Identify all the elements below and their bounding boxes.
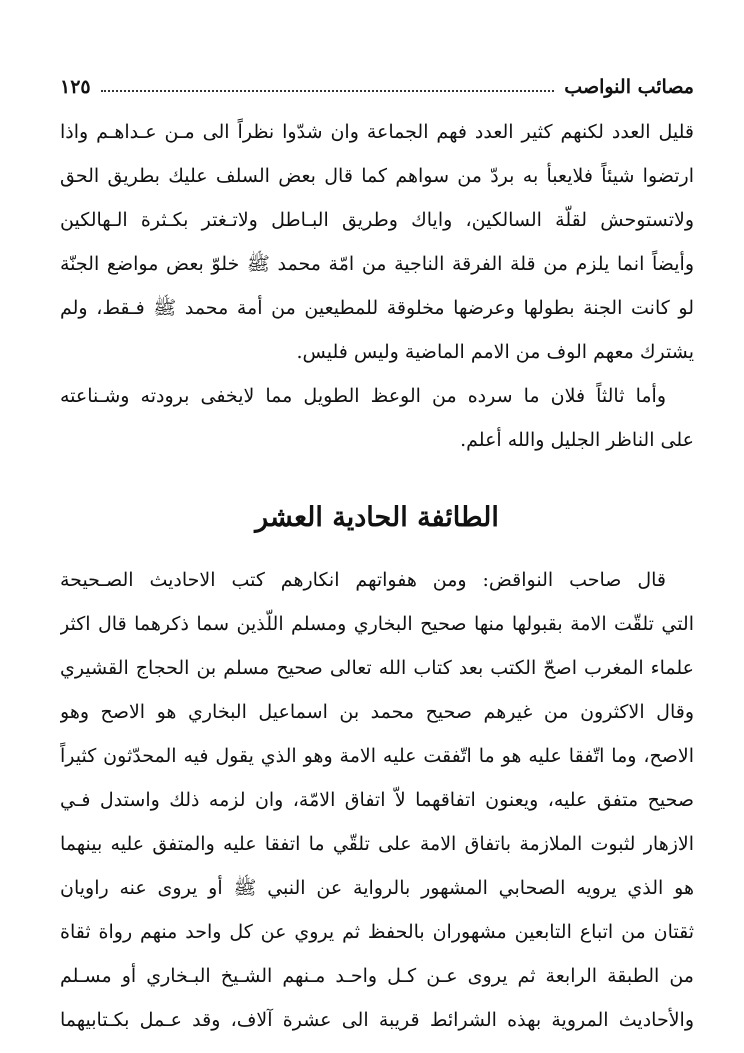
text-line: قال صاحب النواقض: ومن هفواتهم انكارهم كتب الاحاديث الصـحيحة bbox=[60, 569, 666, 591]
text-line: قليل العدد لكنهم كثير العدد فهم الجماعة وان شدّوا نظراً الى مـن عـداهـم واذا bbox=[60, 121, 694, 143]
text-line: التي تلقّت الامة بقبولها منها صحيح البخاري ومسلم اللّذين سما ذكرهما قال اكثر bbox=[60, 613, 694, 635]
text-line: ارتضوا شيئاً فلايعبأ به بردّ من سواهم كما قال بعض السلف عليك بطريق الحق bbox=[60, 165, 694, 187]
text-line: لو كانت الجنة بطولها وعرضها مخلوقة للمطيعين من أمة محمد ﷺ فـقط، ولم bbox=[60, 297, 694, 319]
text-line: الاصح، وما اتّفقا عليه هو ما اتّفقت عليه الامة وهو الذي يقول فيه المحدّثون كثيراً bbox=[60, 745, 694, 767]
text-line: والأحاديث المروية بهذه الشرائط قريبة الى عشرة آلاف، وقد عـمل بكـتابيهما bbox=[60, 1009, 694, 1031]
document-page bbox=[60, 70, 694, 1042]
section-body-text bbox=[60, 558, 694, 1042]
body-text bbox=[60, 110, 694, 462]
text-line: هو الذي يرويه الصحابي المشهور بالرواية عن النبي ﷺ أو يروى عنه راويان bbox=[60, 877, 694, 899]
section-heading: الطائفة الحادية العشر bbox=[255, 502, 499, 533]
text-line: يشترك معهم الوف من الامم الماضية وليس فليس. bbox=[296, 341, 694, 363]
text-line: وقال الاكثرون من غيرهم صحيح محمد بن اسماعيل البخاري هو الاصح وهو bbox=[60, 701, 694, 723]
text-line: ثقتان من اتباع التابعين مشهوران بالحفظ ثم يروي عن كل واحد منهم رواة ثقاة bbox=[60, 921, 694, 943]
text-line: وأيضاً انما يلزم من قلة الفرقة الناجية من امّة محمد ﷺ خلوّ بعض مواضع الجنّة bbox=[60, 253, 694, 275]
text-line: علماء المغرب اصحّ الكتب بعد كتاب الله تعالى صحيح مسلم بن الحجاج القشيري bbox=[60, 657, 694, 679]
text-line: صحيح متفق عليه، ويعنون اتفاقهما لاّ اتفاق الامّة، وان لزمه ذلك واستدل فـي bbox=[60, 789, 694, 811]
running-header bbox=[60, 70, 694, 104]
text-line: من الطبقة الرابعة ثم يروى عـن كـل واحـد مـنهم الشـيخ البـخاري أو مسـلم bbox=[60, 965, 694, 987]
text-line: وأما ثالثاً فلان ما سرده من الوعظ الطويل مما لايخفى برودته وشـناعته bbox=[60, 385, 666, 407]
text-line: الازهار لثبوت الملازمة باتفاق الامة على تلقّي ما اتفقا عليه والمتفق عليه بينهما bbox=[60, 833, 694, 855]
page-number: ١٢٥ bbox=[60, 76, 91, 98]
text-line: على الناظر الجليل والله أعلم. bbox=[460, 429, 694, 451]
book-title: مصائب النواصب bbox=[564, 76, 694, 98]
text-line: ولاتستوحش لقلّة السالكين، واياك وطريق البـاطل ولاتـغتر بكـثرة الـهالكين bbox=[60, 209, 694, 231]
dotted-leader bbox=[101, 90, 555, 92]
